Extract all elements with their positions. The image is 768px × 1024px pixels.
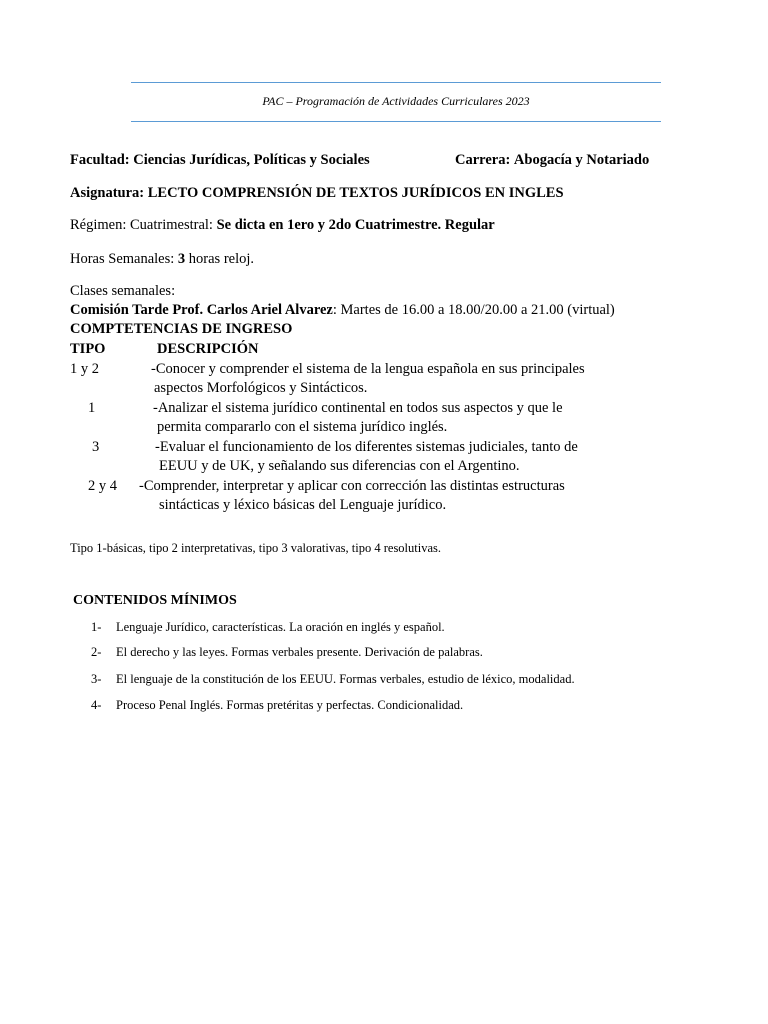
comision-line	[70, 303, 615, 318]
comision-value: : Martes de 16.00 a 18.00/20.00 a 21.00 (virtual)	[332, 302, 615, 318]
horas-line	[70, 252, 254, 267]
carrera-value: Abogacía y Notariado	[513, 152, 650, 168]
asignatura-label: Asignatura:	[70, 185, 145, 201]
regimen-value: Se dicta en 1ero y 2do Cuatrimestre. Regular	[216, 217, 495, 233]
clases-label: Clases semanales:	[70, 283, 176, 299]
competencia-row-1-tipo: 1 y 2	[70, 361, 99, 377]
facultad-label: Facultad:	[70, 152, 130, 168]
horas-label: Horas Semanales:	[70, 251, 175, 267]
competencia-row-4-line2: sintácticas y léxico básicas del Lenguaje jurídico.	[159, 497, 447, 513]
contenido-item-4-num: 4-	[91, 698, 102, 712]
col-desc-header: DESCRIPCIÓN	[157, 341, 259, 357]
competencia-row-3-line1: -Evaluar el funcionamiento de los diferentes sistemas judiciales, tanto de	[155, 439, 578, 455]
horas-unit: horas reloj.	[188, 251, 255, 267]
header-rule-bottom	[131, 121, 661, 122]
contenido-item-3-num: 3-	[91, 672, 102, 686]
contenido-item-1-num: 1-	[91, 620, 102, 634]
asignatura-value: LECTO COMPRENSIÓN DE TEXTOS JURÍDICOS EN INGLES	[147, 185, 564, 201]
facultad-value: Ciencias Jurídicas, Políticas y Sociales	[133, 152, 370, 168]
competencia-row-3-tipo: 3	[92, 439, 100, 455]
regimen-line	[70, 218, 495, 233]
contenido-item-3-text: El lenguaje de la constitución de los EEUU. Formas verbales, estudio de léxico, modalidad.	[116, 672, 575, 686]
carrera-line	[455, 153, 649, 168]
regimen-label: Régimen: Cuatrimestral:	[70, 217, 213, 233]
asignatura-line	[70, 186, 564, 201]
competencia-row-4-line1: -Comprender, interpretar y aplicar con corrección las distintas estructuras	[139, 478, 565, 494]
competencias-title: COMPTETENCIAS DE INGRESO	[70, 321, 293, 337]
facultad-line	[70, 153, 370, 168]
contenido-item-2-text: El derecho y las leyes. Formas verbales presente. Derivación de palabras.	[116, 645, 483, 659]
contenido-item-4-text: Proceso Penal Inglés. Formas pretéritas y perfectas. Condicionalidad.	[116, 698, 464, 712]
carrera-label: Carrera:	[455, 152, 511, 168]
competencia-row-1-line2: aspectos Morfológicos y Sintácticos.	[154, 380, 368, 396]
competencia-row-1-line1: -Conocer y comprender el sistema de la lengua española en sus principales	[151, 361, 585, 377]
contenidos-title: CONTENIDOS MÍNIMOS	[73, 593, 237, 608]
tipos-note: Tipo 1-básicas, tipo 2 interpretativas, tipo 3 valorativas, tipo 4 resolutivas.	[70, 541, 442, 555]
header-rule-top	[131, 82, 661, 83]
competencia-row-4-tipo: 2 y 4	[88, 478, 117, 494]
competencia-row-2-line1: -Analizar el sistema jurídico continental en todos sus aspectos y que le	[153, 400, 563, 416]
competencia-row-2-tipo: 1	[88, 400, 96, 416]
competencia-row-2-line2: permita compararlo con el sistema jurídico inglés.	[157, 419, 448, 435]
comision-label: Comisión Tarde Prof. Carlos Ariel Alvarez	[70, 302, 333, 318]
contenido-item-1-text: Lenguaje Jurídico, características. La oración en inglés y español.	[116, 620, 445, 634]
competencia-row-3-line2: EEUU y de UK, y señalando sus diferencias con el Argentino.	[159, 458, 520, 474]
header-title: PAC – Programación de Actividades Curriculares 2023	[262, 94, 530, 108]
col-tipo-header: TIPO	[70, 341, 106, 357]
contenido-item-2-num: 2-	[91, 645, 102, 659]
horas-value: 3	[177, 251, 186, 267]
